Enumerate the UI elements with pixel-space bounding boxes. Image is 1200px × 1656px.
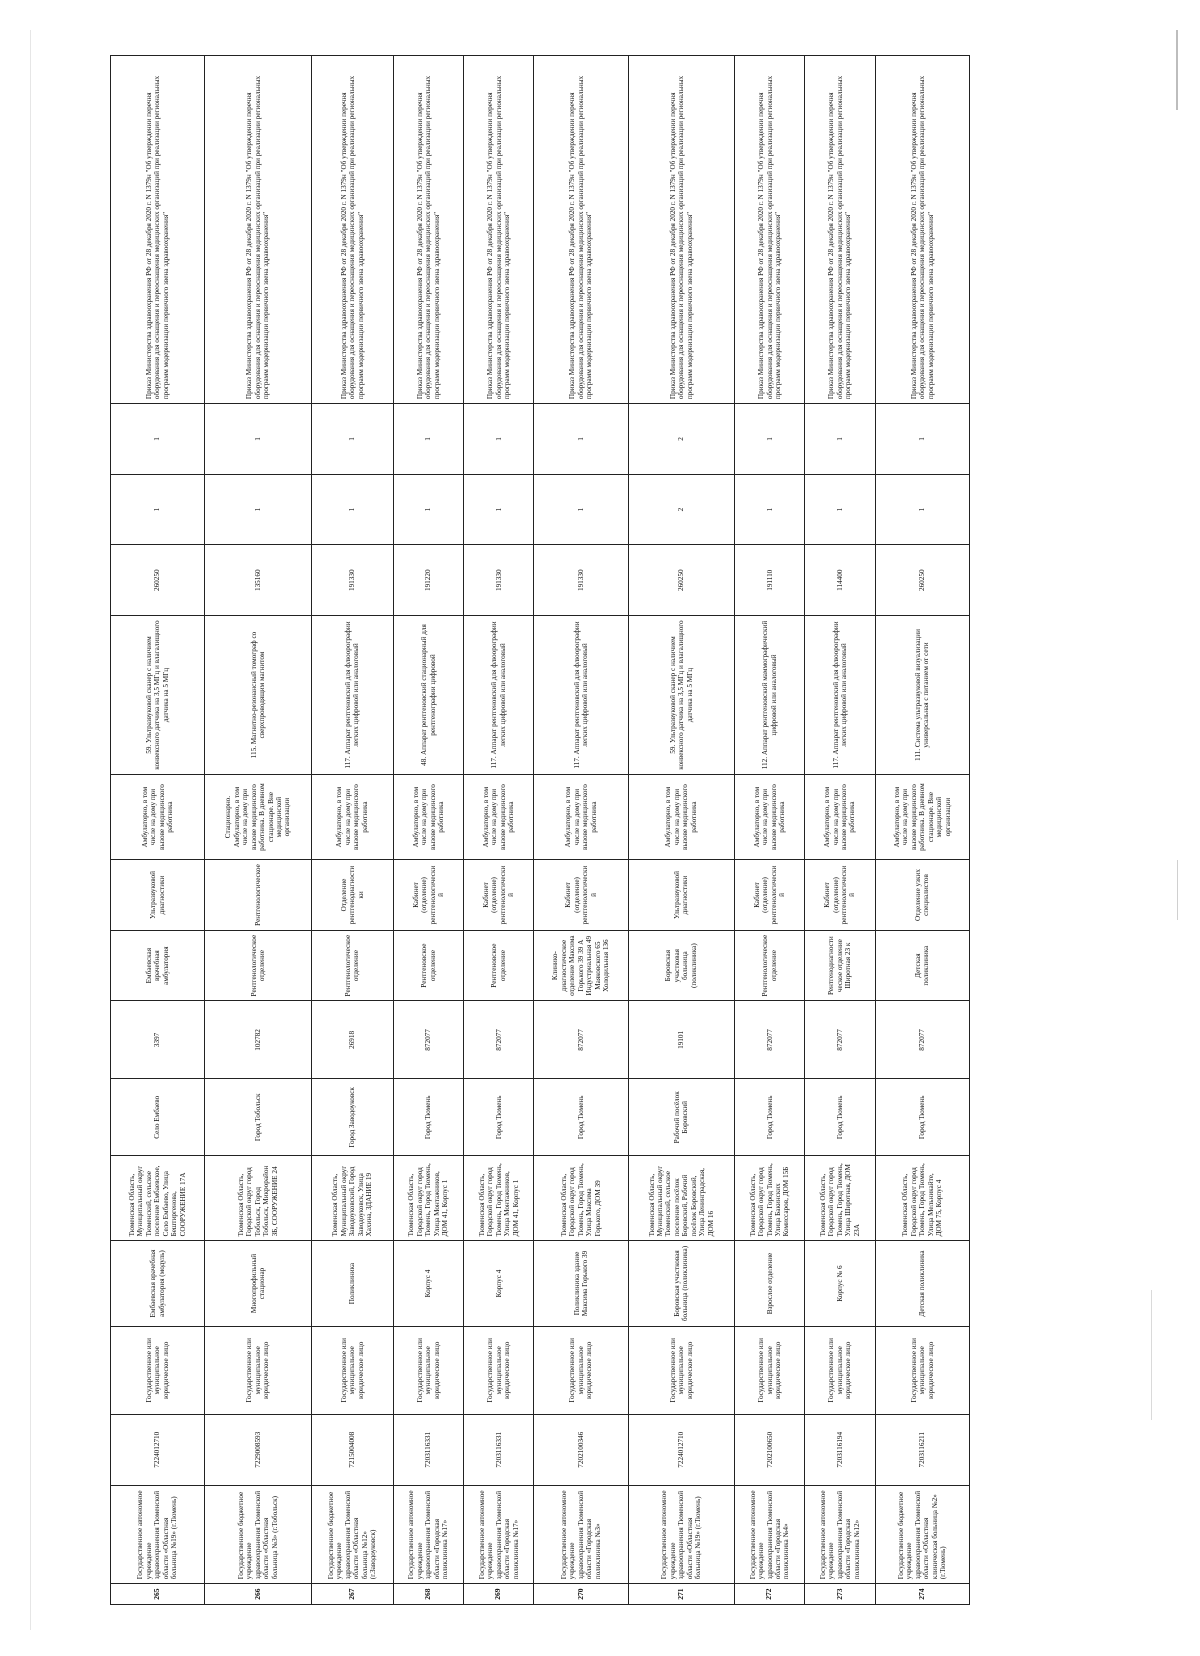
- inn: 7203116331: [394, 1414, 464, 1485]
- table-body: [111, 56, 970, 1605]
- care-conditions: Амбулаторно, в том числе на дому при вызове медицинского работника: [311, 774, 393, 859]
- cabinet: Ультразвуковой диагностики: [628, 860, 734, 931]
- department: Детская поликлиника: [875, 930, 969, 1001]
- inn: 7202100346: [534, 1414, 628, 1485]
- address: Тюменская Область, Городской округ город Тюмень, Город Тюмень, Улица Широтная, ДОМ 23А: [805, 1156, 875, 1241]
- quantity-planned: 1: [111, 474, 205, 545]
- equipment-price: 191330: [464, 545, 534, 616]
- locality: Город Тюмень: [464, 1079, 534, 1156]
- legal-basis: Приказ Министерства здравоохранения РФ от 28 декабря 2020 г. N 1379н "Об утверждении перечня оборудования для оснащения и переоснащения медицинских организаций при реализации региональных программ модернизации первичного звена здравоохранения": [464, 56, 534, 404]
- legal-entity-type: Государственное или муниципальное юридическое лицо: [875, 1326, 969, 1414]
- equipment-price: 191330: [534, 545, 628, 616]
- department: Рентгеновское отделение: [464, 930, 534, 1001]
- care-conditions: Амбулаторно, в том числе на дому при вызове медицинского работника: [534, 774, 628, 859]
- address: Тюменская Область, Городской округ город Тюмень, Город Тюмень, Улица Монтажников, ДОМ 41, Корпус 1: [464, 1156, 534, 1241]
- legal-entity-type: Государственное или муниципальное юридическое лицо: [628, 1326, 734, 1414]
- quantity-planned: 1: [464, 474, 534, 545]
- structural-unit: Боровская участковая больница (поликлиника): [628, 1241, 734, 1326]
- care-conditions: Амбулаторно, в том числе на дому при вызове медицинского работника: [394, 774, 464, 859]
- organization-name: Государственное бюджетное учреждение здравоохранения Тюменской области «Областная больница №3» (г.Тобольск): [205, 1485, 311, 1584]
- structural-unit: Корпус 4: [394, 1241, 464, 1326]
- organization-name: Государственное автономное учреждение здравоохранения Тюменской области «Областная больница №19» (г.Тюмень): [111, 1485, 205, 1584]
- legal-basis: Приказ Министерства здравоохранения РФ от 28 декабря 2020 г. N 1379н "Об утверждении перечня оборудования для оснащения и переоснащения медицинских организаций при реализации региональных программ модернизации первичного звена здравоохранения": [394, 56, 464, 404]
- rotated-table-page: [110, 55, 970, 1605]
- table-row: [311, 56, 393, 1605]
- quantity-total: 1: [311, 404, 393, 475]
- legal-basis: Приказ Министерства здравоохранения РФ от 28 декабря 2020 г. N 1379н "Об утверждении перечня оборудования для оснащения и переоснащения медицинских организаций при реализации региональных программ модернизации первичного звена здравоохранения": [311, 56, 393, 404]
- quantity-total: 1: [205, 404, 311, 475]
- inn: 7203116211: [875, 1414, 969, 1485]
- scan-mark: [1177, 860, 1178, 920]
- population: 872077: [735, 1001, 805, 1079]
- row-number: 272: [735, 1584, 805, 1605]
- row-number: 271: [628, 1584, 734, 1605]
- legal-entity-type: Государственное или муниципальное юридическое лицо: [534, 1326, 628, 1414]
- inn: 7203116331: [464, 1414, 534, 1485]
- equipment-name: 115. Магнитно-резонансный томограф со сверхпроводящим магнитом: [205, 616, 311, 775]
- equipment-price: 135160: [205, 545, 311, 616]
- locality: Село Ембаево: [111, 1079, 205, 1156]
- quantity-planned: 1: [394, 474, 464, 545]
- row-number: 266: [205, 1584, 311, 1605]
- quantity-planned: 1: [735, 474, 805, 545]
- table-row: [875, 56, 969, 1605]
- population: 872077: [464, 1001, 534, 1079]
- legal-basis: Приказ Министерства здравоохранения РФ от 28 декабря 2020 г. N 1379н "Об утверждении перечня оборудования для оснащения и переоснащения медицинских организаций при реализации региональных программ модернизации первичного звена здравоохранения": [205, 56, 311, 404]
- department: Рентгеновское отделение: [394, 930, 464, 1001]
- care-conditions: Стационарно. Амбулаторно, в том числе на дому при вызове медицинского работника. В дневном стационаре. Вне медицинской организации: [205, 774, 311, 859]
- structural-unit: Многопрофильный стационар: [205, 1241, 311, 1326]
- locality: Город Тюмень: [805, 1079, 875, 1156]
- care-conditions: Амбулаторно, в том числе на дому при вызове медицинского работника: [735, 774, 805, 859]
- locality: Город Тюмень: [875, 1079, 969, 1156]
- legal-entity-type: Государственное или муниципальное юридическое лицо: [464, 1326, 534, 1414]
- address: Тюменская Область, Городской округ город Тюмень, Город Тюмень, Улица Монтажников, ДОМ 41, Корпус 1: [394, 1156, 464, 1241]
- department: Рентгенологическое отделение: [205, 930, 311, 1001]
- cabinet: Кабинет (отделение) рентгенологический: [805, 860, 875, 931]
- legal-entity-type: Государственное или муниципальное юридическое лицо: [394, 1326, 464, 1414]
- legal-basis: Приказ Министерства здравоохранения РФ от 28 декабря 2020 г. N 1379н "Об утверждении перечня оборудования для оснащения и переоснащения медицинских организаций при реализации региональных программ модернизации первичного звена здравоохранения": [111, 56, 205, 404]
- quantity-planned: 1: [875, 474, 969, 545]
- equipment-name: 59. Ультразвуковой сканер с наличием конвексного датчика на 3,5 МГц и влагалищного датчика на 5 МГц: [628, 616, 734, 775]
- legal-entity-type: Государственное или муниципальное юридическое лицо: [111, 1326, 205, 1414]
- quantity-total: 1: [875, 404, 969, 475]
- organization-name: Государственное бюджетное учреждение здравоохранения Тюменской области «Областная больница №12» (г.Заводоуковск): [311, 1485, 393, 1584]
- table-row: [205, 56, 311, 1605]
- equipment-name: 117. Аппарат рентгеновский для флюорографии легких цифровой или аналоговый: [805, 616, 875, 775]
- population: 872077: [394, 1001, 464, 1079]
- equipment-name: 111. Система ультразвуковой визуализации универсальная с питанием от сети: [875, 616, 969, 775]
- quantity-planned: 2: [628, 474, 734, 545]
- cabinet: Рентгенологическое: [205, 860, 311, 931]
- equipment-price: 114400: [805, 545, 875, 616]
- equipment-name: 112. Аппарат рентгеновский маммографический цифровой или аналоговый: [735, 616, 805, 775]
- equipment-price: 191220: [394, 545, 464, 616]
- inn: 7224012710: [628, 1414, 734, 1485]
- address: Тюменская Область, Муниципальный округ Тюменский, сельское поселение посёлок Боровский, Рабочий посёлок Боровский, Улица Ленинградская, ДОМ 16: [628, 1156, 734, 1241]
- address: Тюменская Область, Городской округ город Тобольск, Город Тобольск, Микрорайон 3Б, СООРУЖЕНИЕ 24: [205, 1156, 311, 1241]
- inn: 7229008593: [205, 1414, 311, 1485]
- row-number: 267: [311, 1584, 393, 1605]
- locality: Город Тобольск: [205, 1079, 311, 1156]
- cabinet: Кабинет (отделение) рентгенологический: [464, 860, 534, 931]
- scan-edge-line: [30, 30, 31, 1630]
- inn: 7202100650: [735, 1414, 805, 1485]
- scan-mark: [1151, 1290, 1152, 1420]
- legal-entity-type: Государственное или муниципальное юридическое лицо: [735, 1326, 805, 1414]
- organization-name: Государственное автономное учреждение здравоохранения Тюменской области «Городская поликлиника №17»: [394, 1485, 464, 1584]
- inn: 7215004008: [311, 1414, 393, 1485]
- address: Тюменская Область, Муниципальный округ Заводоуковский, Город Заводоуковск, Улица Хахина, ЗДАНИЕ 19: [311, 1156, 393, 1241]
- population: 19101: [628, 1001, 734, 1079]
- legal-entity-type: Государственное или муниципальное юридическое лицо: [805, 1326, 875, 1414]
- table-row: [735, 56, 805, 1605]
- care-conditions: Амбулаторно, в том числе на дому при вызове медицинского работника: [805, 774, 875, 859]
- equipment-name: 117. Аппарат рентгеновский для флюорографии легких цифровой или аналоговый: [464, 616, 534, 775]
- care-conditions: Амбулаторно, в том числе на дому при вызове медицинского работника: [628, 774, 734, 859]
- structural-unit: Корпус 4: [464, 1241, 534, 1326]
- legal-entity-type: Государственное или муниципальное юридическое лицо: [205, 1326, 311, 1414]
- legal-basis: Приказ Министерства здравоохранения РФ от 28 декабря 2020 г. N 1379н "Об утверждении перечня оборудования для оснащения и переоснащения медицинских организаций при реализации региональных программ модернизации первичного звена здравоохранения": [628, 56, 734, 404]
- equipment-price: 260250: [111, 545, 205, 616]
- department: Ембаевская врачебная амбулатория: [111, 930, 205, 1001]
- structural-unit: Поликлиника: [311, 1241, 393, 1326]
- quantity-total: 2: [628, 404, 734, 475]
- row-number: 273: [805, 1584, 875, 1605]
- table-row: [534, 56, 628, 1605]
- quantity-planned: 1: [311, 474, 393, 545]
- quantity-total: 1: [805, 404, 875, 475]
- locality: Рабочий посёлок Боровский: [628, 1079, 734, 1156]
- structural-unit: Корпус № 6: [805, 1241, 875, 1326]
- quantity-total: 1: [394, 404, 464, 475]
- inn: 7224012710: [111, 1414, 205, 1485]
- legal-basis: Приказ Министерства здравоохранения РФ от 28 декабря 2020 г. N 1379н "Об утверждении перечня оборудования для оснащения и переоснащения медицинских организаций при реализации региональных программ модернизации первичного звена здравоохранения": [735, 56, 805, 404]
- department: Рентгенологическое отделение: [311, 930, 393, 1001]
- address: Тюменская Область, Городской округ город Тюмень, Город Тюмень, Улица Бакинских Комиссаров, ДОМ 15Б: [735, 1156, 805, 1241]
- cabinet: Ультразвуковой диагностики: [111, 860, 205, 931]
- structural-unit: Детская поликлиника: [875, 1241, 969, 1326]
- department: Боровская участковая больница (поликлиника): [628, 930, 734, 1001]
- table-row: [464, 56, 534, 1605]
- equipment-price: 191330: [311, 545, 393, 616]
- quantity-total: 1: [735, 404, 805, 475]
- locality: Город Тюмень: [534, 1079, 628, 1156]
- cabinet: Кабинет (отделение) рентгенологический: [394, 860, 464, 931]
- equipment-name: 117. Аппарат рентгеновский для флюорографии легких цифровой или аналоговый: [534, 616, 628, 775]
- table-row: [394, 56, 464, 1605]
- organization-name: Государственное автономное учреждение здравоохранения Тюменской области «Городская поликлиника №12»: [805, 1485, 875, 1584]
- quantity-total: 1: [534, 404, 628, 475]
- row-number: 268: [394, 1584, 464, 1605]
- row-number: 270: [534, 1584, 628, 1605]
- quantity-total: 1: [111, 404, 205, 475]
- table-row: [805, 56, 875, 1605]
- legal-basis: Приказ Министерства здравоохранения РФ от 28 декабря 2020 г. N 1379н "Об утверждении перечня оборудования для оснащения и переоснащения медицинских организаций при реализации региональных программ модернизации первичного звена здравоохранения": [805, 56, 875, 404]
- locality: Город Тюмень: [394, 1079, 464, 1156]
- equipment-table: [110, 55, 970, 1605]
- organization-name: Государственное автономное учреждение здравоохранения Тюменской области «Областная больница №19» (г.Тюмень): [628, 1485, 734, 1584]
- care-conditions: Амбулаторно, в том числе на дому при вызове медицинского работника: [111, 774, 205, 859]
- cabinet: Отделение рентгенодиагностики: [311, 860, 393, 931]
- population: 102782: [205, 1001, 311, 1079]
- equipment-name: 48. Аппарат рентгеновский стационарный для рентгенографии цифровой: [394, 616, 464, 775]
- quantity-planned: 1: [534, 474, 628, 545]
- organization-name: Государственное бюджетное учреждение здравоохранения Тюменской области «Областная клиническая больница №2» (г.Тюмень): [875, 1485, 969, 1584]
- quantity-total: 1: [464, 404, 534, 475]
- quantity-planned: 1: [805, 474, 875, 545]
- legal-basis: Приказ Министерства здравоохранения РФ от 28 декабря 2020 г. N 1379н "Об утверждении перечня оборудования для оснащения и переоснащения медицинских организаций при реализации региональных программ модернизации первичного звена здравоохранения": [875, 56, 969, 404]
- row-number: 265: [111, 1584, 205, 1605]
- equipment-price: 260250: [875, 545, 969, 616]
- department: Рентгенологическое отделение: [735, 930, 805, 1001]
- address: Тюменская Область, Городской округ город Тюмень, Город Тюмень, Улица Мельникайте, ДОМ 75, Корпус 4: [875, 1156, 969, 1241]
- cabinet: Кабинет (отделение) рентгенологический: [534, 860, 628, 931]
- organization-name: Государственное автономное учреждение здравоохранения Тюменской области «Городская поликлиника №4»: [735, 1485, 805, 1584]
- structural-unit: Ембаевская врачебная амбулатория (модуль): [111, 1241, 205, 1326]
- scan-mark: [1176, 30, 1178, 110]
- address: Тюменская Область, Городской округ город Тюмень, Город Тюмень, Улица Максима Горького, ДОМ 39: [534, 1156, 628, 1241]
- row-number: 269: [464, 1584, 534, 1605]
- cabinet: Кабинет (отделение) рентгенологический: [735, 860, 805, 931]
- quantity-planned: 1: [205, 474, 311, 545]
- population: 26918: [311, 1001, 393, 1079]
- table-row: [628, 56, 734, 1605]
- equipment-price: 191110: [735, 545, 805, 616]
- address: Тюменская Область, Муниципальный округ Тюменский, сельское поселение Ембаевское, Село Ембаево, Улица Бештиргенова, СООРУЖЕНИЕ 17А: [111, 1156, 205, 1241]
- population: 3397: [111, 1001, 205, 1079]
- population: 872077: [875, 1001, 969, 1079]
- locality: Город Заводоуковск: [311, 1079, 393, 1156]
- table-row: [111, 56, 205, 1605]
- legal-entity-type: Государственное или муниципальное юридическое лицо: [311, 1326, 393, 1414]
- department: Клинико-диагностическое отделение Максима Горького 39 39 А Индустриальная 49 Маяковского 65 Холодильная 136: [534, 930, 628, 1001]
- equipment-name: 117. Аппарат рентгеновский для флюорографии легких цифровой или аналоговый: [311, 616, 393, 775]
- equipment-price: 260250: [628, 545, 734, 616]
- structural-unit: Поликлиника здание Максима Горького 39: [534, 1241, 628, 1326]
- department: Рентгенодиагностическое отделение Широтная 23 к: [805, 930, 875, 1001]
- care-conditions: Амбулаторно, в том числе на дому при вызове медицинского работника. В дневном стационаре. Вне медицинской организации: [875, 774, 969, 859]
- structural-unit: Взрослое отделение: [735, 1241, 805, 1326]
- population: 872077: [534, 1001, 628, 1079]
- organization-name: Государственное автономное учреждение здравоохранения Тюменской области «Городская поликлиника №17»: [464, 1485, 534, 1584]
- locality: Город Тюмень: [735, 1079, 805, 1156]
- equipment-name: 59. Ультразвуковой сканер с наличием конвексного датчика на 3,5 МГц и влагалищного датчика на 5 МГц: [111, 616, 205, 775]
- legal-basis: Приказ Министерства здравоохранения РФ от 28 декабря 2020 г. N 1379н "Об утверждении перечня оборудования для оснащения и переоснащения медицинских организаций при реализации региональных программ модернизации первичного звена здравоохранения": [534, 56, 628, 404]
- care-conditions: Амбулаторно, в том числе на дому при вызове медицинского работника: [464, 774, 534, 859]
- organization-name: Государственное автономное учреждение здравоохранения Тюменской области «Городская поликлиника №3»: [534, 1485, 628, 1584]
- cabinet: Отделение узких специалистов: [875, 860, 969, 931]
- inn: 7203116194: [805, 1414, 875, 1485]
- row-number: 274: [875, 1584, 969, 1605]
- population: 872077: [805, 1001, 875, 1079]
